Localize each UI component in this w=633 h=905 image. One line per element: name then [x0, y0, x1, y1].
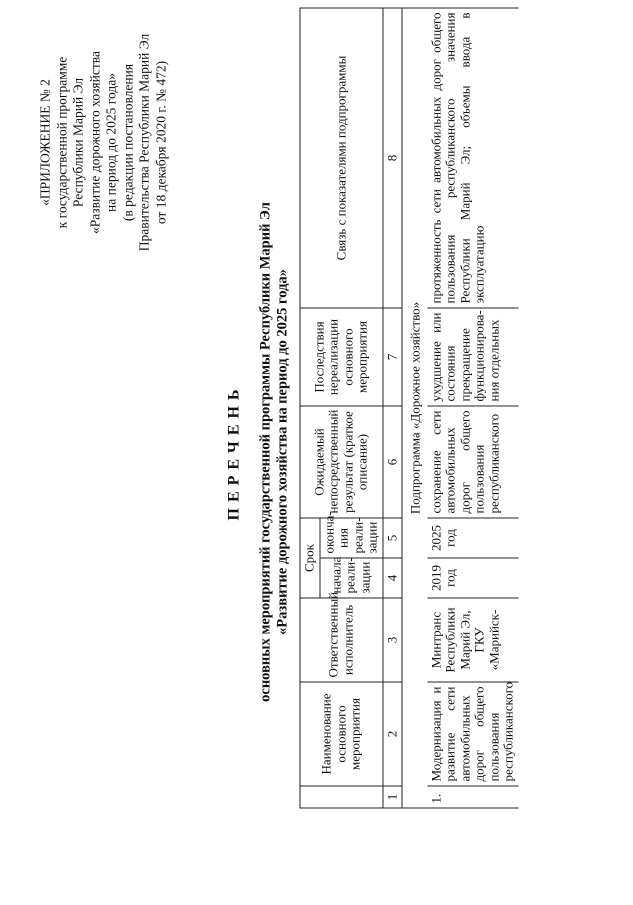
- header-name: Наименование основного мероприятия: [300, 682, 383, 786]
- row-executor: Минтранс Республики Марий Эл, ГКУ «Марийск-: [427, 598, 518, 682]
- appendix-line: к государственной программе: [54, 56, 69, 229]
- header-consequences: Последствия нереализации основного мероприятия: [300, 308, 383, 406]
- measures-table: [300, 8, 519, 809]
- appendix-line: «Развитие дорожного хозяйства: [87, 51, 102, 234]
- document-title: ПЕРЕЧЕНЬ: [225, 383, 243, 521]
- column-number: 6: [383, 406, 403, 518]
- column-number-row: [383, 8, 403, 808]
- subprogram-row: [402, 8, 427, 808]
- column-number: 1: [383, 786, 403, 808]
- row-result: сохранение сети автомобильных дорог общего пользования республиканского: [427, 406, 518, 518]
- column-number: 5: [383, 518, 403, 558]
- appendix-line: Республики Марий Эл: [70, 77, 86, 208]
- header-start: начала реали-зации: [320, 558, 383, 598]
- column-number: 8: [383, 8, 403, 308]
- header-link: Связь с показателями подпрограммы: [300, 8, 383, 308]
- column-number: 7: [383, 308, 403, 406]
- header-result: Ожидаемый непосредственный результат (краткое описание): [300, 406, 383, 518]
- row-start: 2019 год: [427, 558, 518, 598]
- header-term: Срок: [300, 518, 320, 598]
- row-end: 2025 год: [427, 518, 518, 558]
- appendix-line: (в редакции постановления: [120, 63, 135, 222]
- appendix-line: от 18 декабря 2020 г. № 472): [153, 60, 168, 225]
- document-subtitle-line1: основных мероприятий государственной программы Республики Марий Эл: [257, 202, 274, 702]
- appendix-line: «ПРИЛОЖЕНИЕ № 2: [37, 79, 53, 206]
- row-name: Модернизация и развитие сети автомобильных дорог общего пользования республиканского: [427, 682, 518, 786]
- column-number: 3: [383, 598, 403, 682]
- title-block: [226, 0, 292, 905]
- row-consequences: ухудшение или состояния прекращение функционирова-ния отдельных: [427, 308, 518, 406]
- header-end: оконча-ния реали-зации: [320, 518, 383, 558]
- appendix-line: на период до 2025 года»: [103, 73, 119, 212]
- column-number: 4: [383, 558, 403, 598]
- appendix-line: Правительства Республики Марий Эл: [136, 33, 152, 252]
- appendix-header: [38, 13, 170, 273]
- header-executor: Ответственный исполнитель: [300, 598, 383, 682]
- row-link: протяженность сети автомобильных дорог общего пользования республиканского значения Республики Марий Эл; объемы ввода в эксплуатацию: [427, 8, 518, 308]
- column-number: 2: [383, 682, 403, 786]
- header-num: [300, 786, 383, 808]
- document-subtitle-line2: «Развитие дорожного хозяйства на период до 2025 года»: [274, 269, 291, 635]
- subprogram-title: Подпрограмма «Дорожное хозяйство»: [402, 8, 427, 808]
- table-row: [427, 8, 518, 808]
- row-num: 1.: [427, 786, 518, 808]
